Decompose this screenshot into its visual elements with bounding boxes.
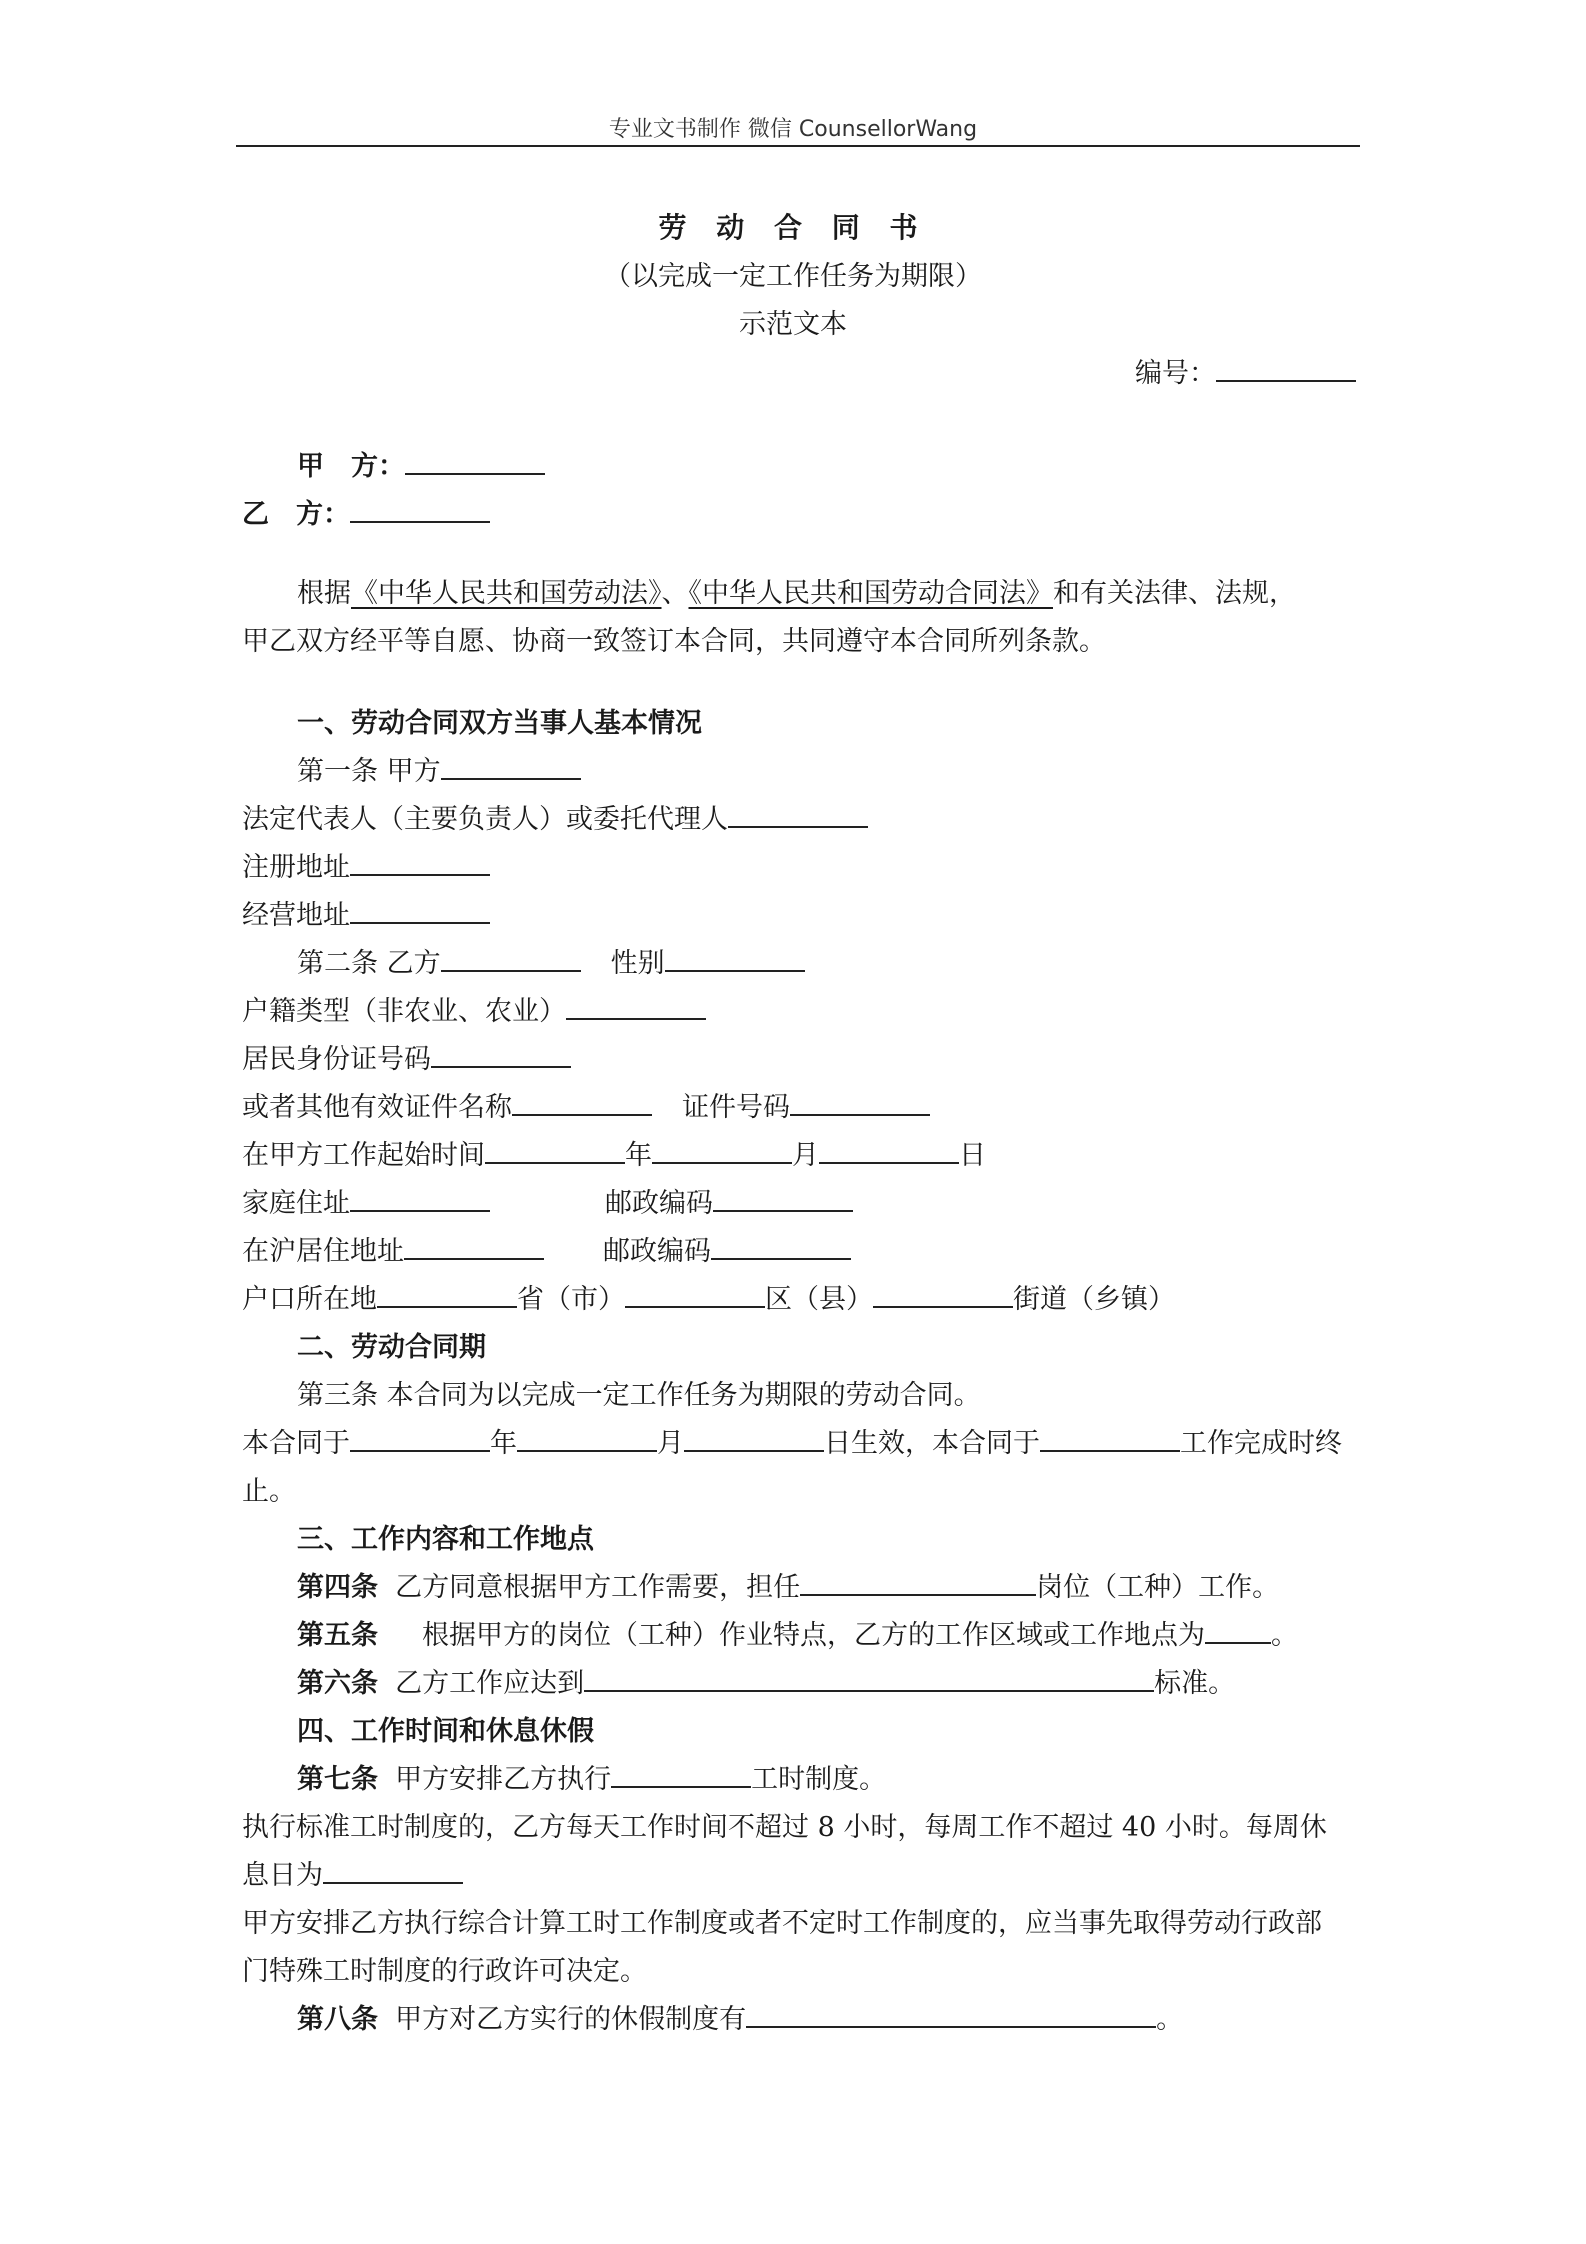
article-4-label: 第四条 — [297, 1572, 378, 1603]
article-4-tail: 岗位（工种）工作。 — [1036, 1572, 1280, 1603]
term-row — [242, 1420, 1354, 1468]
labor-contract-law-link: 《中华人民共和国劳动合同法》 — [688, 578, 1053, 609]
street-blank[interactable] — [873, 1278, 1013, 1308]
article-7-row — [242, 1756, 1409, 1804]
number-blank[interactable] — [1216, 352, 1356, 382]
reg-addr-blank[interactable] — [350, 846, 490, 876]
preamble-text: 、 — [661, 578, 689, 609]
term-text: 日生效，本合同于 — [824, 1428, 1040, 1459]
party-b-blank[interactable] — [350, 493, 490, 523]
article-6-text: 乙方工作应达到 — [395, 1668, 585, 1699]
hukou-type-label: 户籍类型（非农业、农业） — [242, 996, 566, 1027]
gender-blank[interactable] — [665, 942, 805, 972]
article-1-label: 第一条 甲方 — [297, 756, 441, 787]
preamble-line-2: 甲乙双方经平等自愿、协商一致签订本合同，共同遵守本合同所列条款。 — [242, 626, 1106, 657]
article-7-text: 甲方安排乙方执行 — [395, 1764, 612, 1795]
section-1-heading: 一、劳动合同双方当事人基本情况 — [297, 708, 702, 739]
term-text: 本合同于 — [242, 1428, 350, 1459]
article-8-label: 第八条 — [297, 2004, 378, 2035]
term-work-blank[interactable] — [1040, 1422, 1180, 1452]
sh-postcode-label: 邮政编码 — [603, 1236, 711, 1267]
contract-number — [1135, 351, 1356, 390]
article-4-text: 乙方同意根据甲方工作需要，担任 — [395, 1572, 801, 1603]
hukou-location-label: 户口所在地 — [242, 1284, 377, 1315]
other-id-blank[interactable] — [512, 1086, 652, 1116]
term-text: 年 — [490, 1428, 517, 1459]
standard-hours-line-1: 执行标准工时制度的，乙方每天工作时间不超过 8 小时，每周工作不超过 40 小时。每周休 — [242, 1812, 1327, 1843]
header-divider — [236, 145, 1360, 147]
document-subtitle: （以完成一定工作任务为期限） — [604, 261, 982, 292]
section-3-heading: 三、工作内容和工作地点 — [297, 1524, 594, 1555]
id-number-row — [242, 1036, 1354, 1084]
article-7-tail: 工时制度。 — [751, 1764, 887, 1795]
section-2-heading: 二、劳动合同期 — [297, 1332, 486, 1363]
number-label: 编号： — [1135, 358, 1216, 389]
article-8-text: 甲方对乙方实行的休假制度有 — [395, 2004, 747, 2035]
district-blank[interactable] — [625, 1278, 765, 1308]
standard-hours-line-2 — [242, 1852, 1354, 1900]
hukou-type-row — [242, 988, 1354, 1036]
article-5-tail: 。 — [1271, 1620, 1298, 1651]
document-title: 劳 动 合 同 书 — [658, 211, 928, 244]
start-date-label: 在甲方工作起始时间 — [242, 1140, 485, 1171]
biz-addr-blank[interactable] — [350, 894, 490, 924]
home-addr-blank[interactable] — [350, 1182, 490, 1212]
section-4-heading: 四、工作时间和休息休假 — [297, 1716, 594, 1747]
start-year-blank[interactable] — [485, 1134, 625, 1164]
article-7-label: 第七条 — [297, 1764, 378, 1795]
legal-rep-blank[interactable] — [728, 798, 868, 828]
work-location-blank[interactable] — [1205, 1614, 1271, 1644]
reg-addr-label: 注册地址 — [242, 852, 350, 883]
party-a-name-blank[interactable] — [441, 750, 581, 780]
rest-day-label: 息日为 — [242, 1860, 323, 1891]
work-standard-blank[interactable] — [584, 1662, 1154, 1692]
position-blank[interactable] — [800, 1566, 1036, 1596]
cert-number-blank[interactable] — [790, 1086, 930, 1116]
party-b-name-blank[interactable] — [441, 942, 581, 972]
hukou-location-row — [242, 1276, 1354, 1324]
comprehensive-hours-line-2: 门特殊工时制度的行政许可决定。 — [242, 1956, 647, 1987]
comprehensive-hours-line-1: 甲方安排乙方执行综合计算工时工作制度或者不定时工作制度的，应当事先取得劳动行政部 — [242, 1908, 1322, 1939]
party-a-row — [242, 443, 1354, 491]
start-day-blank[interactable] — [819, 1134, 959, 1164]
article-2-row — [242, 940, 1354, 988]
article-2-label: 第二条 乙方 — [297, 948, 441, 979]
rest-day-blank[interactable] — [323, 1854, 463, 1884]
party-a-label: 甲 方： — [297, 451, 405, 482]
article-6-label: 第六条 — [297, 1668, 378, 1699]
legal-rep-label: 法定代表人（主要负责人）或委托代理人 — [242, 804, 728, 835]
sample-label: 示范文本 — [739, 309, 847, 340]
district-label: 区（县） — [765, 1284, 873, 1315]
day-label: 日 — [959, 1140, 986, 1171]
hukou-type-blank[interactable] — [566, 990, 706, 1020]
other-id-row — [242, 1084, 1354, 1132]
article-5-row — [242, 1612, 1409, 1660]
term-month-blank[interactable] — [517, 1422, 657, 1452]
province-blank[interactable] — [377, 1278, 517, 1308]
party-b-row — [242, 491, 1354, 539]
article-6-tail: 标准。 — [1154, 1668, 1236, 1699]
preamble-text: 根据 — [297, 578, 351, 609]
sh-addr-blank[interactable] — [404, 1230, 544, 1260]
other-id-label: 或者其他有效证件名称 — [242, 1092, 512, 1123]
home-addr-row — [242, 1180, 1354, 1228]
article-3: 第三条 本合同为以完成一定工作任务为期限的劳动合同。 — [297, 1380, 981, 1411]
article-5-label: 第五条 — [297, 1620, 378, 1651]
province-label: 省（市） — [517, 1284, 625, 1315]
reg-addr-row — [242, 844, 1354, 892]
home-addr-label: 家庭住址 — [242, 1188, 350, 1219]
id-number-label: 居民身份证号码 — [242, 1044, 431, 1075]
sh-addr-row — [242, 1228, 1354, 1276]
party-b-label: 乙 方： — [242, 499, 350, 530]
preamble-line-1 — [242, 570, 1354, 618]
article-8-tail: 。 — [1156, 2004, 1184, 2035]
gender-label: 性别 — [610, 948, 665, 979]
month-label: 月 — [792, 1140, 819, 1171]
home-postcode-label: 邮政编码 — [605, 1188, 713, 1219]
article-5-text: 根据甲方的岗位（工种）作业特点，乙方的工作区域或工作地点为 — [422, 1620, 1205, 1651]
article-1-row — [242, 748, 1354, 796]
home-postcode-blank[interactable] — [713, 1182, 853, 1212]
sh-postcode-blank[interactable] — [711, 1230, 851, 1260]
article-4-row — [242, 1564, 1409, 1612]
term-year-blank[interactable] — [350, 1422, 490, 1452]
party-a-blank[interactable] — [405, 445, 545, 475]
article-6-row — [242, 1660, 1409, 1708]
term-text: 工作完成时终 — [1180, 1428, 1342, 1459]
legal-rep-row — [242, 796, 1354, 844]
work-hours-system-blank[interactable] — [611, 1758, 751, 1788]
year-label: 年 — [625, 1140, 652, 1171]
preamble-text: 和有关法律、法规， — [1053, 578, 1296, 609]
labor-law-link: 《中华人民共和国劳动法》 — [351, 578, 662, 609]
biz-addr-row — [242, 892, 1354, 940]
biz-addr-label: 经营地址 — [242, 900, 350, 931]
sh-addr-label: 在沪居住地址 — [242, 1236, 404, 1267]
start-month-blank[interactable] — [652, 1134, 792, 1164]
term-text: 月 — [657, 1428, 684, 1459]
cert-number-label: 证件号码 — [682, 1092, 790, 1123]
article-8-row — [242, 1996, 1409, 2044]
term-day-blank[interactable] — [684, 1422, 824, 1452]
start-date-row — [242, 1132, 1354, 1180]
page-header: 专业文书制作 微信 CounsellorWang — [608, 117, 978, 142]
street-label: 街道（乡镇） — [1013, 1284, 1175, 1315]
term-row-2: 止。 — [242, 1476, 296, 1507]
id-number-blank[interactable] — [431, 1038, 571, 1068]
leave-system-blank[interactable] — [746, 1998, 1156, 2028]
